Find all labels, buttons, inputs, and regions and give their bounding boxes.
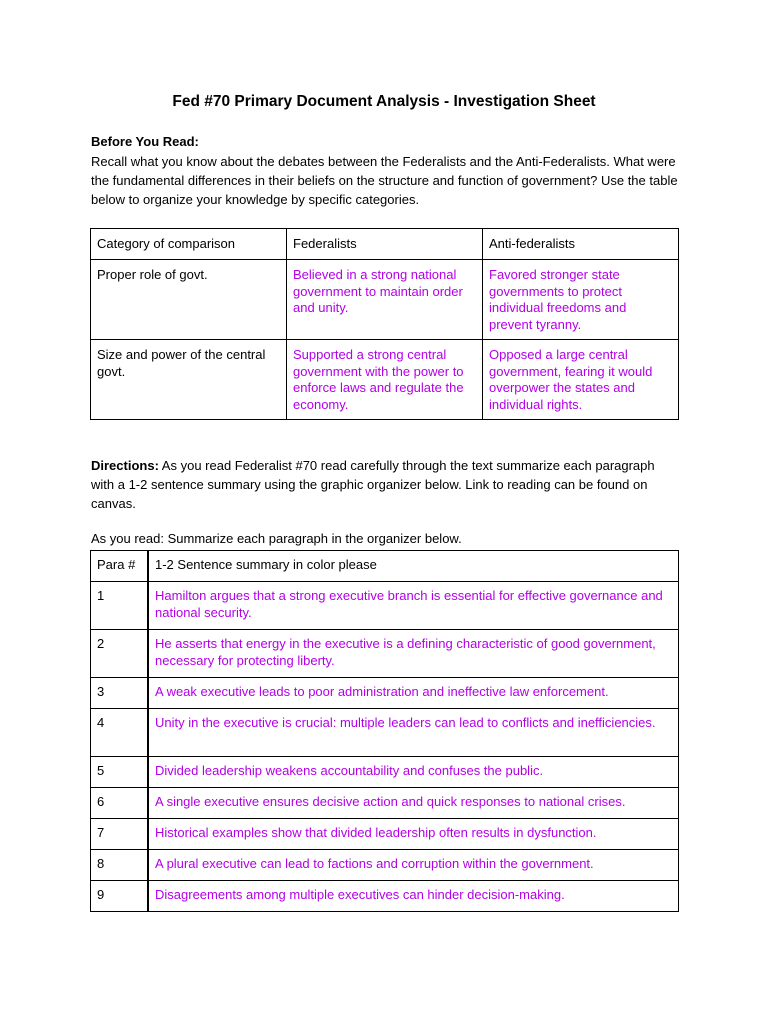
table-row	[91, 709, 679, 757]
header-anti-federalists: Anti-federalists	[483, 229, 679, 260]
before-you-read-heading: Before You Read:	[91, 134, 199, 149]
directions-text: As you read Federalist #70 read carefully through the text summarize each paragraph with a 1-2 sentence summary using the graphic organizer below. Link to reading can be found on canvas.	[91, 458, 655, 511]
intro-paragraph: Recall what you know about the debates between the Federalists and the Anti-Federalists. What were the fundamental differences in their beliefs on the structure and function of government? Use the table below to organize your knowledge by specific categories.	[91, 154, 678, 207]
directions-label: Directions:	[91, 458, 159, 473]
comparison-header-row	[91, 229, 679, 260]
para-number-cell: 4	[91, 709, 149, 757]
category-cell: Proper role of govt.	[91, 260, 287, 340]
summary-cell[interactable]: A single executive ensures decisive action and quick responses to national crises.	[148, 788, 679, 819]
header-summary: 1-2 Sentence summary in color please	[148, 551, 679, 582]
para-number-cell: 7	[91, 819, 149, 850]
header-category: Category of comparison	[91, 229, 287, 260]
page-title: Fed #70 Primary Document Analysis - Investigation Sheet	[172, 93, 596, 110]
summary-table	[90, 550, 679, 912]
summary-cell[interactable]: Historical examples show that divided leadership often results in dysfunction.	[148, 819, 679, 850]
summary-cell[interactable]: Hamilton argues that a strong executive branch is essential for effective governance and national security.	[148, 582, 679, 630]
federalists-cell[interactable]: Supported a strong central government with the power to enforce laws and regulate the economy.	[287, 340, 483, 420]
table-row	[91, 582, 679, 630]
category-cell: Size and power of the central govt.	[91, 340, 287, 420]
summary-cell[interactable]: He asserts that energy in the executive is a defining characteristic of good government, necessary for protecting liberty.	[148, 630, 679, 678]
as-you-read-instruction: As you read: Summarize each paragraph in the organizer below.	[91, 531, 462, 546]
table-row	[91, 788, 679, 819]
federalists-cell[interactable]: Believed in a strong national government to maintain order and unity.	[287, 260, 483, 340]
summary-cell[interactable]: Divided leadership weakens accountability and confuses the public.	[148, 757, 679, 788]
table-row	[91, 850, 679, 881]
para-number-cell: 1	[91, 582, 149, 630]
comparison-row	[91, 260, 679, 340]
header-para-number: Para #	[91, 551, 149, 582]
para-number-cell: 8	[91, 850, 149, 881]
anti-federalists-cell[interactable]: Favored stronger state governments to protect individual freedoms and prevent tyranny.	[483, 260, 679, 340]
summary-cell[interactable]: A weak executive leads to poor administration and ineffective law enforcement.	[148, 678, 679, 709]
para-number-cell: 9	[91, 881, 149, 912]
summary-cell[interactable]: Unity in the executive is crucial: multiple leaders can lead to conflicts and inefficiencies.	[148, 709, 679, 757]
table-row	[91, 757, 679, 788]
table-row	[91, 678, 679, 709]
summary-header-row	[91, 551, 679, 582]
comparison-row	[91, 340, 679, 420]
table-row	[91, 819, 679, 850]
summary-cell[interactable]: Disagreements among multiple executives can hinder decision-making.	[148, 881, 679, 912]
header-federalists: Federalists	[287, 229, 483, 260]
summary-cell[interactable]: A plural executive can lead to factions and corruption within the government.	[148, 850, 679, 881]
para-number-cell: 5	[91, 757, 149, 788]
directions-paragraph	[91, 456, 681, 513]
para-number-cell: 2	[91, 630, 149, 678]
table-row	[91, 630, 679, 678]
para-number-cell: 6	[91, 788, 149, 819]
table-row	[91, 881, 679, 912]
anti-federalists-cell[interactable]: Opposed a large central government, fearing it would overpower the states and individual rights.	[483, 340, 679, 420]
comparison-table	[90, 228, 679, 420]
para-number-cell: 3	[91, 678, 149, 709]
